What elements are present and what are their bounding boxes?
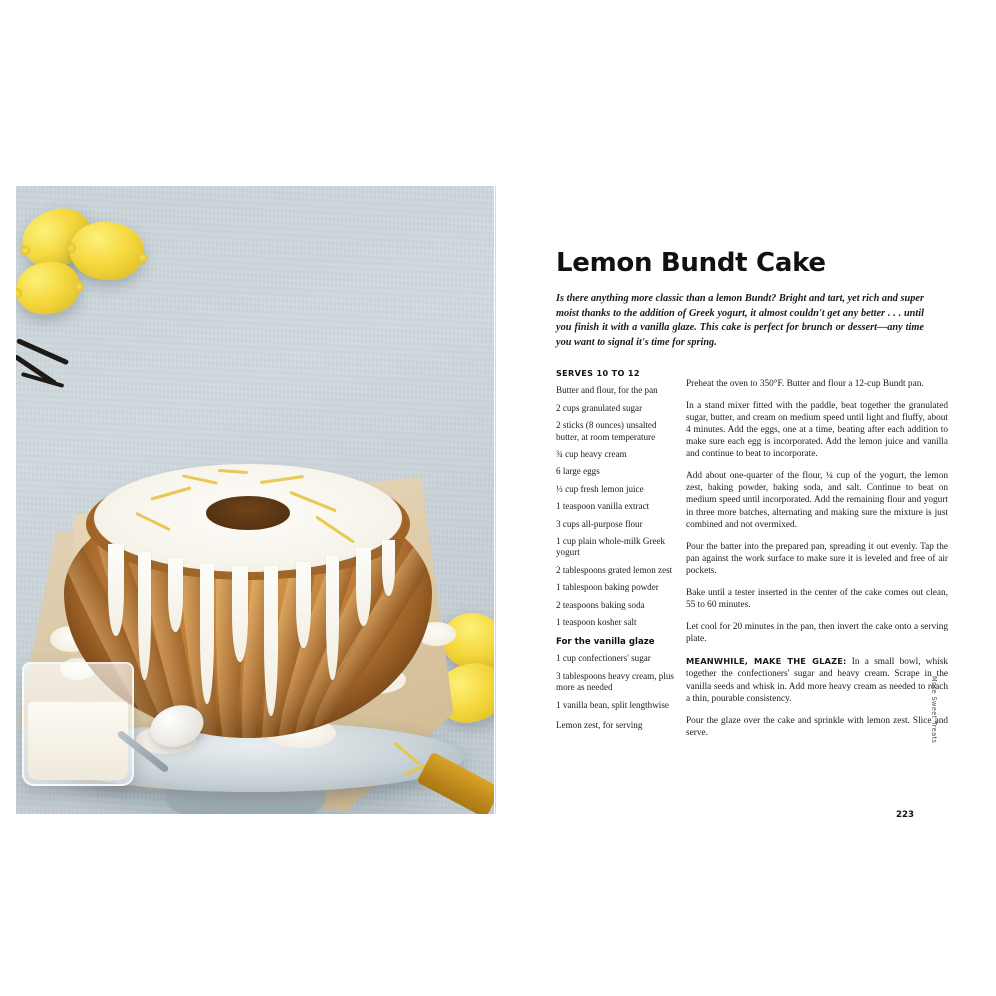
cream-glass: [22, 662, 134, 786]
glaze-section-heading: For the vanilla glaze: [556, 637, 655, 648]
glaze-drip: [232, 566, 248, 662]
glaze-drip: [326, 556, 339, 680]
step-lead-in: MEANWHILE, MAKE THE GLAZE:: [686, 656, 847, 667]
cream: [28, 702, 128, 780]
serves-label: SERVES 10 TO 12: [556, 368, 640, 379]
running-head: More Sweet Treats: [930, 676, 938, 744]
ingredient-item: 1 cup plain whole-milk Greek yogurt: [556, 536, 666, 558]
recipe-columns: [556, 368, 952, 749]
ingredient-item: 6 large eggs: [556, 466, 600, 477]
ingredient-item: 2 tablespoons grated lemon zest: [556, 564, 673, 575]
ingredient-item: Butter and flour, for the pan: [556, 385, 658, 396]
ingredient-item: 1 teaspoon vanilla extract: [556, 501, 650, 512]
method-column: [686, 368, 948, 749]
ingredient-item: 1 cup confectioners' sugar: [556, 653, 651, 664]
method-step: Bake until a tester inserted in the center of the cake comes out clean, 55 to 60 minutes.: [686, 587, 948, 611]
glaze-drip: [168, 558, 183, 632]
ingredient-item: 3 tablespoons heavy cream, plus more as needed: [556, 670, 674, 693]
method-step: Let cool for 20 minutes in the pan, then invert the cake onto a serving plate.: [686, 622, 948, 645]
ingredient-item: Lemon zest, for serving: [556, 720, 643, 731]
glaze-drip: [138, 552, 151, 680]
ingredient-item: ⅓ cup fresh lemon juice: [556, 483, 644, 494]
cake-center-hole: [206, 496, 290, 530]
method-step: Preheat the oven to 350°F. Butter and flour a 12-cup Bundt pan.: [686, 378, 924, 389]
method-step-glaze: [686, 655, 948, 704]
step-body: In a small bowl, whisk together the confectioners' sugar and heavy cream. Scrape in the vanilla seeds and whisk in. Add more heavy cream as needed to reach a thin, pourable consistency.: [686, 657, 948, 704]
glaze-drip: [356, 548, 371, 626]
glaze-drip: [296, 562, 311, 648]
ingredient-item: 1 tablespoon baking powder: [556, 582, 659, 593]
page-title: Lemon Bundt Cake: [556, 248, 826, 278]
page-number: 223: [896, 810, 914, 820]
ingredient-item: 1 vanilla bean, split lengthwise: [556, 699, 669, 710]
ingredient-item: 2 cups granulated sugar: [556, 402, 643, 413]
method-step: Pour the glaze over the cake and sprinkle with lemon zest. Slice and serve.: [686, 715, 948, 738]
glaze-drip: [382, 540, 395, 596]
recipe-photo: [16, 186, 494, 814]
glaze-drip: [264, 566, 278, 716]
glaze-drip: [108, 544, 124, 636]
page-divider: [495, 186, 496, 814]
ingredient-item: 2 sticks (8 ounces) unsalted butter, at room temperature: [556, 420, 657, 442]
ingredient-item: 1 teaspoon kosher salt: [556, 617, 637, 628]
ingredient-item: 3 cups all-purpose flour: [556, 518, 643, 529]
glaze-drip: [200, 564, 214, 704]
recipe-headnote: Is there anything more classic than a lemon Bundt? Bright and tart, yet rich and super moist thanks to the addition of Greek yogurt, it almost couldn't get any better . . . until you finish it with a vanilla glaze. This cake is perfect for brunch or dessert—any time you want to signal it's time for spring.: [556, 293, 924, 348]
recipe-text-page: [556, 186, 952, 820]
method-step: In a stand mixer fitted with the paddle, beat together the granulated sugar, butter, and cream on medium speed until light and fluffy, about 4 minutes. Add the eggs, one at a time, beating after each addition to make sure each egg is incorporated. Add the lemon juice and vanilla and continue to beat to incorporate.: [686, 400, 948, 460]
ingredient-item: ¾ cup heavy cream: [556, 449, 627, 459]
method-step: Pour the batter into the prepared pan, spreading it out evenly. Tap the pan against the work surface to make sure it is leveled and free of air pockets.: [686, 541, 948, 576]
ingredients-column: [556, 368, 686, 749]
ingredient-item: 2 teaspoons baking soda: [556, 599, 645, 610]
method-step: Add about one-quarter of the flour, ¼ cup of the yogurt, the lemon zest, baking powder, baking soda, and salt. Continue to beat on medium speed until incorporated. Add the remaining flour and yogurt in three more batches, alternating and making sure the mixture is just combined and not overmixed.: [686, 471, 948, 530]
